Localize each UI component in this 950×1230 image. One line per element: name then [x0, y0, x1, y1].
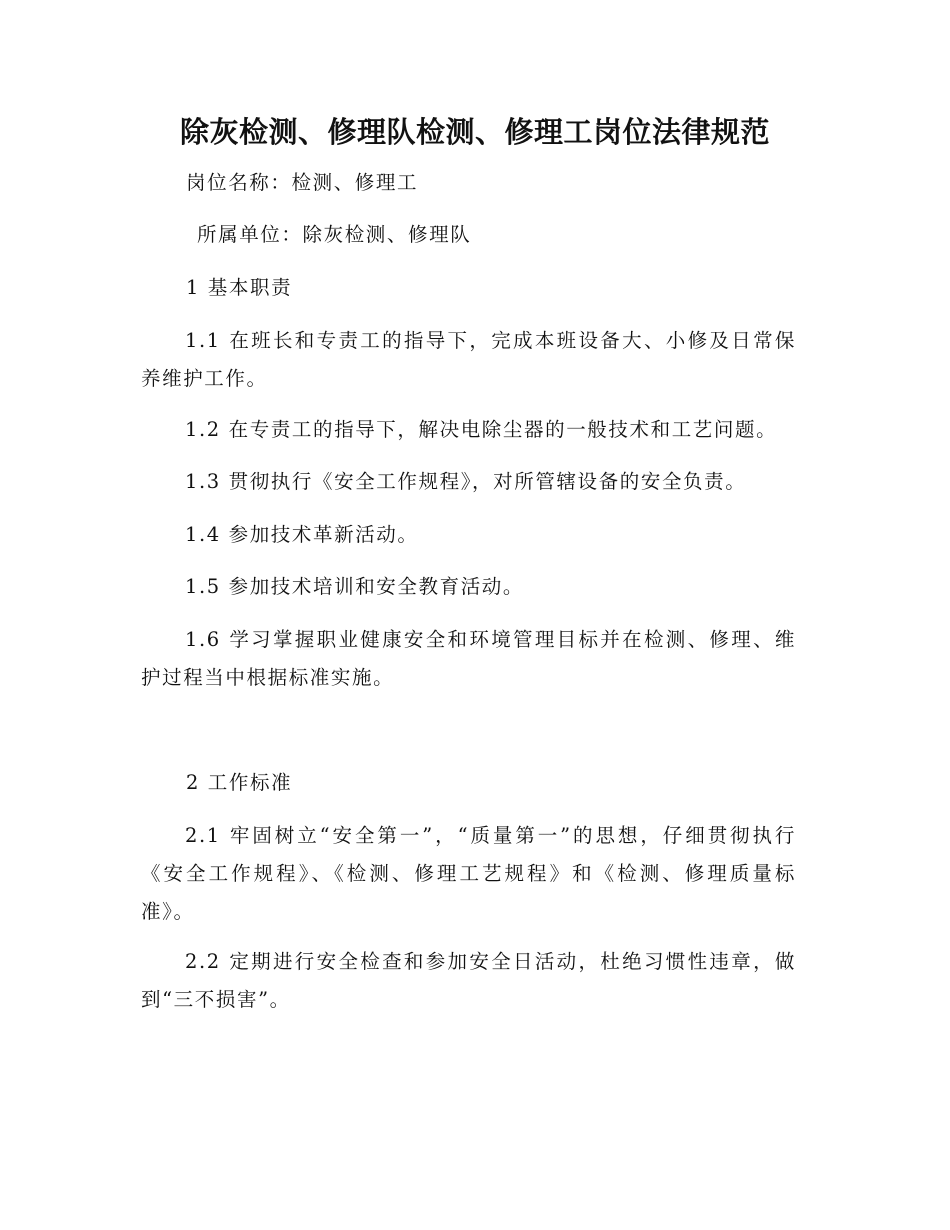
- standard-item: 2.2 定期进行安全检查和参加安全日活动，杜绝习惯性违章，做到“三不损害”。: [141, 950, 796, 1011]
- duty-item: 1.1 在班长和专责工的指导下，完成本班设备大、小修及日常保养维护工作。: [141, 329, 796, 390]
- standard-item: 2.1 牢固树立“安全第一”，“质量第一”的思想，仔细贯彻执行《安全工作规程》、《检测、修理工艺规程》和《检测、修理质量标准》。: [141, 824, 796, 923]
- section-1-heading: 1 基本职责: [186, 276, 293, 299]
- duty-item: 1.5 参加技术培训和安全教育活动。: [185, 575, 525, 598]
- duty-item: 1.4 参加技术革新活动。: [185, 523, 419, 546]
- document-title: 除灰检测、修理队检测、修理工岗位法律规范: [179, 115, 770, 149]
- section-2-heading: 2 工作标准: [186, 771, 293, 794]
- duty-item: 1.3 贯彻执行《安全工作规程》，对所管辖设备的安全负责。: [185, 470, 747, 493]
- duty-item: 1.2 在专责工的指导下，解决电除尘器的一般技术和工艺问题。: [185, 418, 778, 441]
- duty-item: 1.6 学习掌握职业健康安全和环境管理目标并在检测、修理、维护过程当中根据标准实施。: [141, 628, 796, 689]
- unit-name: 所属单位：除灰检测、修理队: [197, 223, 472, 246]
- post-name: 岗位名称：检测、修理工: [186, 171, 419, 194]
